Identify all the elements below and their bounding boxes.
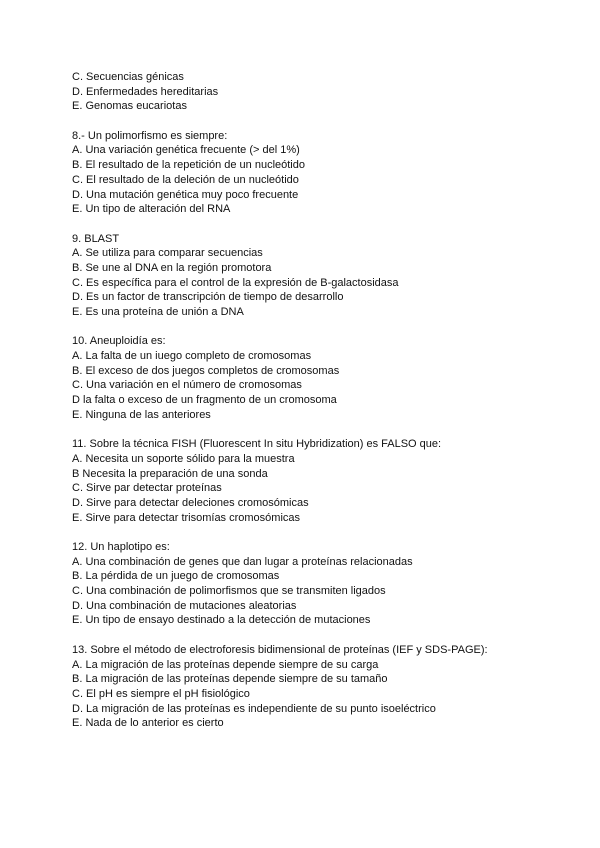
option-d: D. Sirve para detectar deleciones cromosómicas	[72, 496, 309, 509]
question-13	[72, 643, 542, 731]
option-d: D. La migración de las proteínas es independiente de su punto isoeléctrico	[72, 702, 436, 715]
continuation-options	[72, 70, 542, 114]
option-d: D. Es un factor de transcripción de tiempo de desarrollo	[72, 291, 344, 304]
option-d: D. Una combinación de mutaciones aleatorias	[72, 599, 297, 612]
option-c: C. Sirve par detectar proteínas	[72, 482, 222, 495]
question-stem: 11. Sobre la técnica FISH (Fluorescent In situ Hybridization) es FALSO que:	[72, 438, 442, 451]
option-c: C. Una variación en el número de cromosomas	[72, 379, 302, 392]
question-stem: 10. Aneuploidía es:	[72, 335, 166, 348]
option-e: E. Es una proteína de unión a DNA	[72, 306, 244, 318]
option-a: A. Se utiliza para comparar secuencias	[72, 247, 263, 260]
option-b: B Necesita la preparación de una sonda	[72, 467, 268, 480]
option-d: D. Enfermedades hereditarias	[72, 85, 219, 98]
question-stem: 9. BLAST	[72, 232, 120, 245]
option-b: B. El exceso de dos juegos completos de cromosomas	[72, 364, 340, 377]
option-c: C. Es específica para el control de la expresión de B-galactosidasa	[72, 276, 399, 289]
question-11	[72, 437, 542, 525]
option-b: B. Se une al DNA en la región promotora	[72, 261, 272, 274]
option-c: C. Una combinación de polimorfismos que se transmiten ligados	[72, 585, 386, 598]
option-a: A. Necesita un soporte sólido para la muestra	[72, 452, 295, 465]
option-b: B. La migración de las proteínas depende siempre de su tamaño	[72, 673, 388, 686]
option-c: C. El pH es siempre el pH fisiológico	[72, 687, 250, 700]
question-12	[72, 540, 542, 628]
option-c: C. El resultado de la deleción de un nucleótido	[72, 173, 299, 186]
option-b: B. El resultado de la repetición de un nucleótido	[72, 159, 305, 172]
option-b: B. La pérdida de un juego de cromosomas	[72, 570, 280, 583]
option-e: E. Nada de lo anterior es cierto	[72, 717, 224, 730]
option-a: A. Una combinación de genes que dan lugar a proteínas relacionadas	[72, 555, 413, 568]
option-a: A. La migración de las proteínas depende siempre de su carga	[72, 658, 379, 671]
document-page	[72, 70, 542, 731]
option-e: E. Genomas eucariotas	[72, 100, 187, 113]
option-e: E. Sirve para detectar trisomías cromosómicas	[72, 511, 301, 524]
option-a: A. Una variación genética frecuente (> del 1%)	[72, 144, 300, 157]
option-e: E. Ninguna de las anteriores	[72, 408, 211, 421]
question-stem: 12. Un haplotipo es:	[72, 541, 170, 553]
question-stem: 13. Sobre el método de electroforesis bidimensional de proteínas (IEF y SDS-PAGE):	[72, 643, 488, 656]
option-e: E. Un tipo de alteración del RNA	[72, 203, 231, 216]
question-8	[72, 129, 542, 217]
option-d: D. Una mutación genética muy poco frecuente	[72, 188, 299, 201]
option-e: E. Un tipo de ensayo destinado a la detección de mutaciones	[72, 614, 371, 627]
question-stem: 8.- Un polimorfismo es siempre:	[72, 129, 228, 142]
question-9	[72, 232, 542, 320]
option-d: D la falta o exceso de un fragmento de un cromosoma	[72, 394, 337, 407]
question-10	[72, 334, 542, 422]
option-c: C. Secuencias génicas	[72, 71, 184, 83]
option-a: A. La falta de un iuego completo de cromosomas	[72, 350, 312, 363]
